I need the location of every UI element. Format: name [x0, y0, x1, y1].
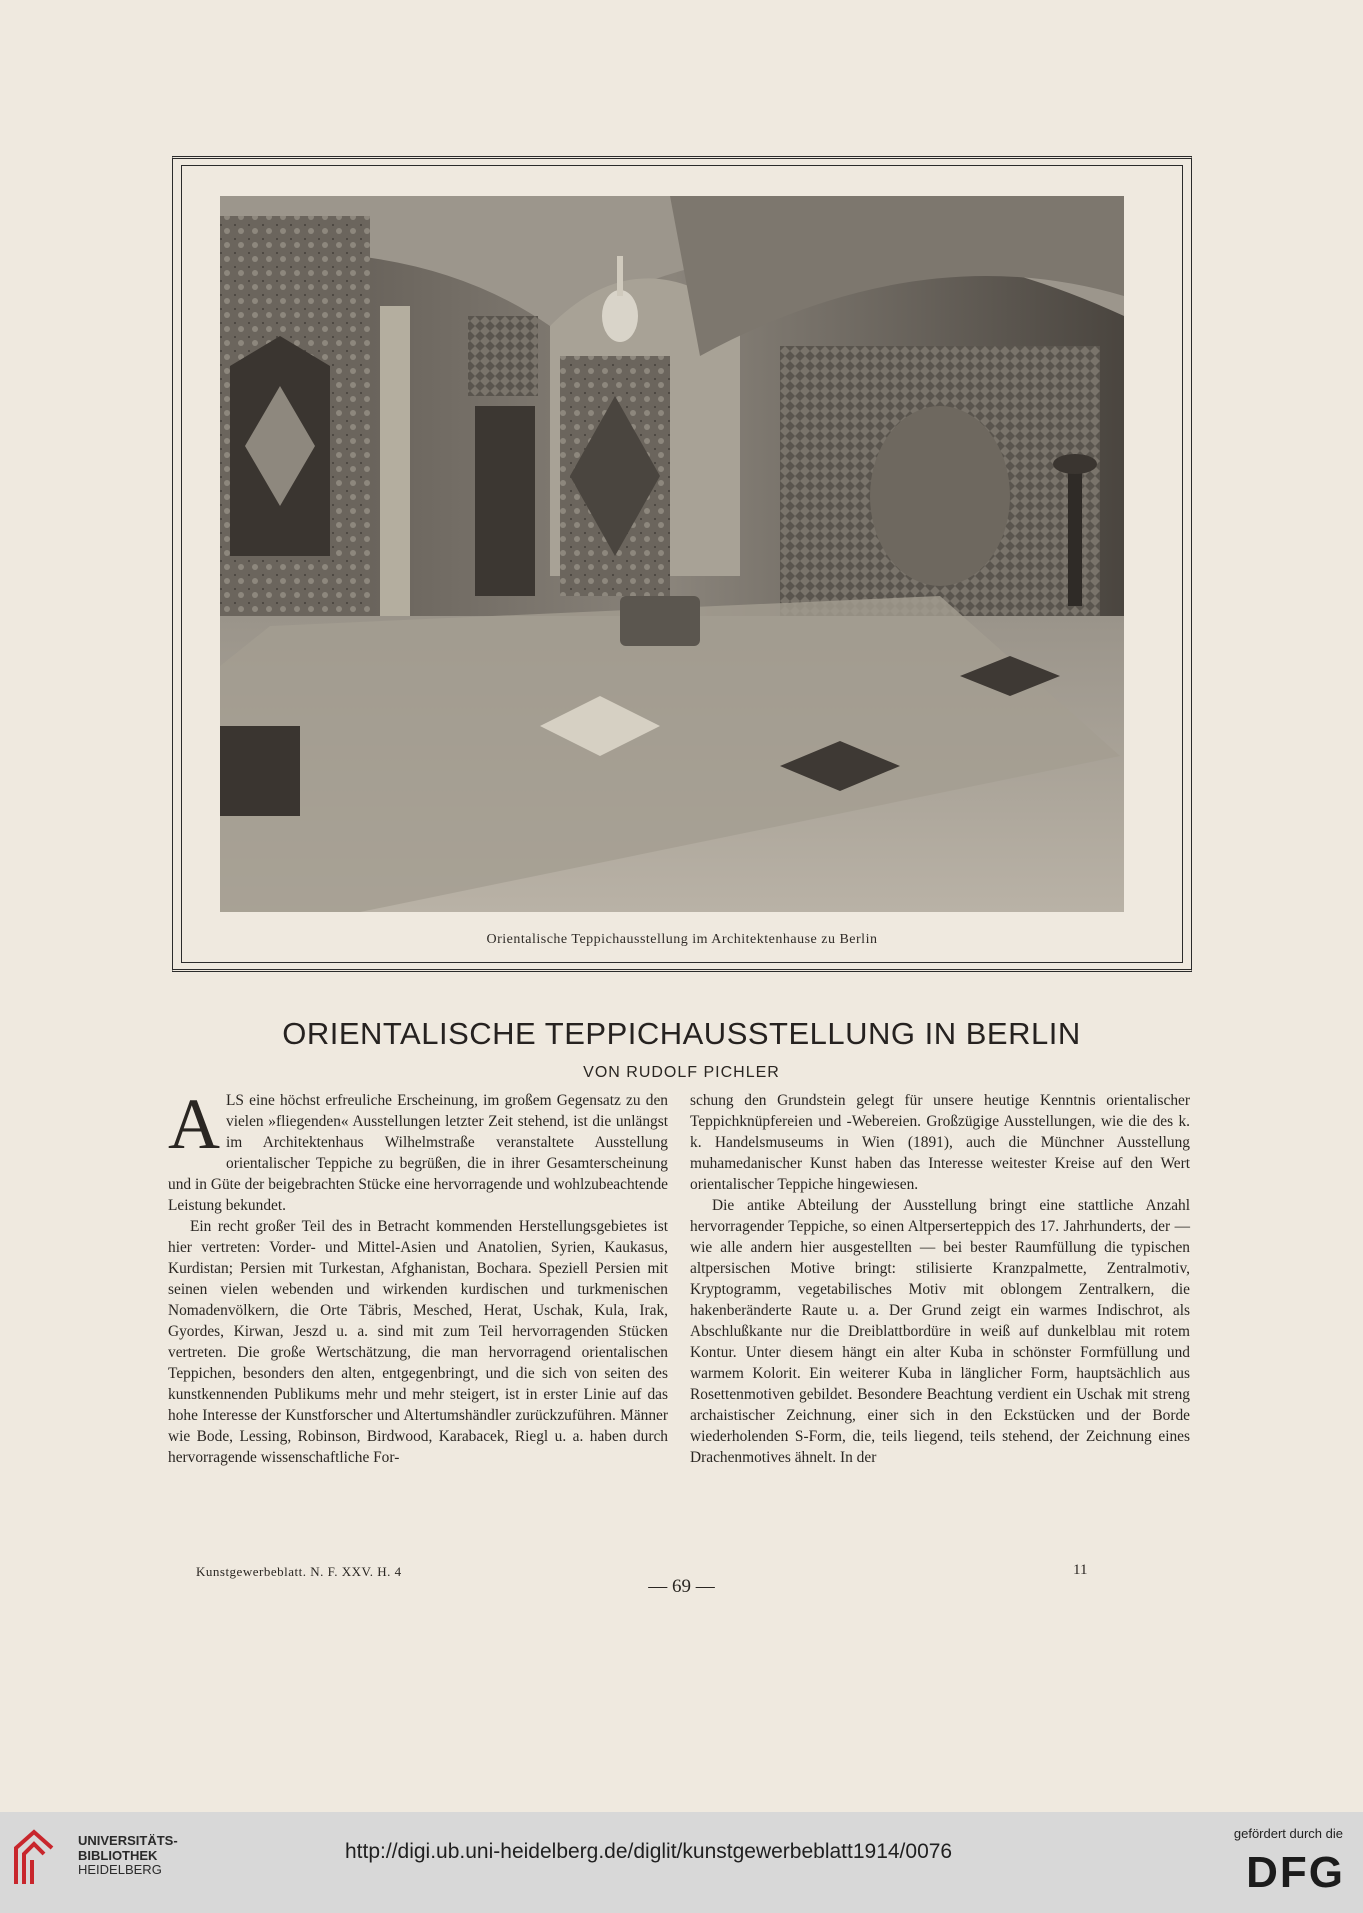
exhibition-photograph — [220, 196, 1124, 912]
text-column-right — [690, 1090, 1190, 1468]
paragraph: Die antike Abteilung der Ausstellung bringt eine stattliche Anzahl hervorragender Teppiche, so einen Altperserteppich des 17. Jahrhunderts, der — wie alle andern hier ausgestellten — bei bester Raumfüllung die typischen altpersischen Motive bringt: stilisierte Kranzpalmette, Zentralmotiv, Kryptogramm, vegetabilisches Motiv mit oblongem Zentralkern, die hakenberänderte Raute u. a. Der Grund zeigt ein warmes Indischrot, als Abschlußkante nur die Dreiblattbordüre in weiß auf dunkelblau mit rotem Kontur. Unter diesem hängt ein alter Kuba in schönster Formfüllung und warmem Kolorit. Ein weiterer Kuba in länglicher Form, hauptsächlich aus Rosettenmotiven gebildet. Besondere Beachtung verdient ein Uschak mit streng archaistischer Zeichnung, einer sich in den Eckstücken und der Borde wiederholenden S-Form, die, teils liegend, teils stehend, der Zeichnung eines Drachenmotives ähnelt. In der — [690, 1197, 1190, 1466]
sponsor-caption: gefördert durch die — [1233, 1826, 1343, 1841]
paragraph: schung den Grundstein gelegt für unsere heutige Kenntnis orientalischer Teppichknüpfereien und -Webereien. Großzügige Ausstellungen, wie die des k. k. Handelsmuseums in Wien (1891), auch die Münchner Ausstellung muhamedanischer Kunst haben das Interesse weitester Kreise auf den Wert orientalischer Teppiche hingewiesen. — [690, 1092, 1190, 1193]
dfg-logo[interactable]: DFG — [1246, 1848, 1345, 1897]
article-title: ORIENTALISCHE TEPPICHAUSSTELLUNG IN BERLIN — [282, 1016, 1081, 1051]
text-column-left — [168, 1084, 668, 1468]
library-name[interactable]: UNIVERSITÄTS- BIBLIOTHEK HEIDELBERG — [78, 1833, 178, 1877]
signature-mark: 11 — [1073, 1562, 1088, 1578]
page-number: — 69 — — [648, 1576, 715, 1597]
paragraph: Ein recht großer Teil des in Betracht kommenden Herstellungsgebietes ist hier vertreten: Vorder- und Mittel-Asien und Anatolien, Syrien, Kaukasus, Kurdistan; Persien mit Turkestan, Afghanistan, Bochara. Speziell Persien mit seinen vielen webenden und wirkenden kurdischen und turkmenischen Nomadenvölkern, die Orte Täbris, Mesched, Herat, Uschak, Kula, Irak, Gyordes, Kirwan, Jeszd u. a. sind mit zum Teil hervorragenden Stücken vertreten. Die große Wertschätzung, die man hervorragend orientalischen Teppichen, besonders den alten, entgegenbringt, und die sich von seiten des kunstkennenden Publikums mehr und mehr steigert, ist in erster Linie auf das hohe Interesse der Kunstforscher und Altertumshändler zurückzuführen. Männer wie Bode, Lessing, Robinson, Birdwood, Karabacek, Riegl u. a. haben durch hervorragende wissenschaftliche For- — [168, 1218, 668, 1466]
journal-reference: Kunstgewerbeblatt. N. F. XXV. H. 4 — [196, 1564, 402, 1579]
library-footer-bar — [0, 1812, 1363, 1913]
drop-cap: A — [168, 1084, 220, 1164]
paragraph: ALS eine höchst erfreuliche Erscheinung, im großem Gegensatz zu den vielen »fliegenden« Ausstellungen letzter Zeit stehend, ist die unlängst im Architektenhaus Wilhelmstraße veranstaltete Ausstellung orientalischer Teppiche zu begrüßen, die in ihrer Gesamterscheinung und in Güte der beigebrachten Stücke eine hervorragende und wohlzubeachtende Leistung bekundet. — [168, 1084, 668, 1214]
article-author: VON RUDOLF PICHLER — [583, 1064, 780, 1081]
permalink-url[interactable]: http://digi.ub.uni-heidelberg.de/diglit/kunstgewerbeblatt1914/0076 — [345, 1840, 953, 1863]
figure-caption: Orientalische Teppichausstellung im Architektenhause zu Berlin — [486, 932, 878, 947]
library-logo-icon[interactable] — [12, 1826, 56, 1888]
